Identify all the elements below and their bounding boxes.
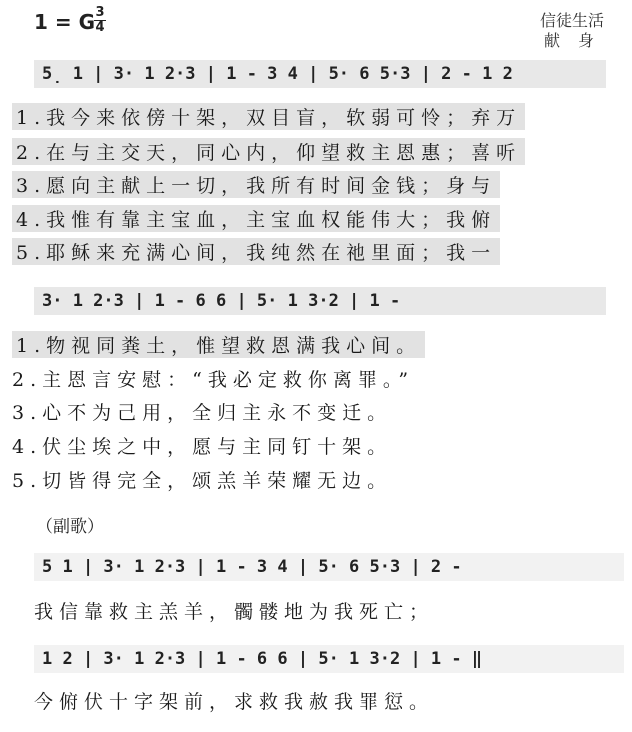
notes-text: 3· 1 2·3 | 1 - 6 6 | 5· 1 3·2 | 1 - (42, 291, 401, 311)
notes-text: 5 1 | 3· 1 2·3 | 1 - 3 4 | 5· 6 5·3 | 2 - (42, 557, 462, 577)
verse-3-line-a: 3.愿向主献上一切，我所有时间金钱；身与 (12, 171, 500, 198)
verse-1-line-a: 1.我今来依傍十架，双目盲，软弱可怜；弃万 (12, 103, 525, 130)
verse-2-line-a: 2.在与主交天，同心内，仰望救主恩惠；喜听 (12, 138, 525, 165)
notes-text: 1 2 | 3· 1 2·3 | 1 - 6 6 | 5· 1 3·2 | 1 - ‖ (42, 649, 483, 669)
verse-4-line-a: 4.我惟有靠主宝血，主宝血权能伟大；我俯 (12, 205, 500, 232)
music-notation-row-3 (34, 553, 624, 581)
hymn-theme: 献身 (544, 31, 613, 50)
time-signature-top: 3 (95, 5, 105, 20)
verse-3-line-b: 3.心不为己用，全归主永不变迁。 (12, 402, 393, 424)
notes-text: 5̣ 1 | 3· 1 2·3 | 1 - 3 4 | 5· 6 5·3 | 2 - 1 2 (42, 64, 513, 84)
music-notation-row-4 (34, 645, 624, 673)
key-signature: 1 = G (34, 10, 96, 34)
time-signature-bottom: 4 (95, 20, 105, 35)
hymnal-category: 信徒生活 (540, 11, 605, 30)
verse-1-line-b: 1.物视同粪土，惟望救恩满我心间。 (12, 331, 425, 358)
verse-5-line-a: 5.耶稣来充满心间，我纯然在祂里面；我一 (12, 238, 500, 265)
chorus-line-1: 我信靠救主羔羊，髑髅地为我死亡； (34, 601, 435, 623)
time-signature (92, 6, 108, 35)
music-notation-row-2 (34, 287, 606, 315)
verse-2-line-b: 2.主恩言安慰：“我必定救你离罪。” (12, 369, 415, 391)
verse-4-line-b: 4.伏尘埃之中，愿与主同钉十架。 (12, 436, 393, 458)
refrain-label: （副歌） (36, 517, 104, 537)
chorus-line-2: 今俯伏十字架前，求救我赦我罪愆。 (34, 691, 435, 713)
verse-5-line-b: 5.切皆得完全，颂羔羊荣耀无边。 (12, 470, 393, 492)
music-notation-row-1 (34, 60, 606, 88)
